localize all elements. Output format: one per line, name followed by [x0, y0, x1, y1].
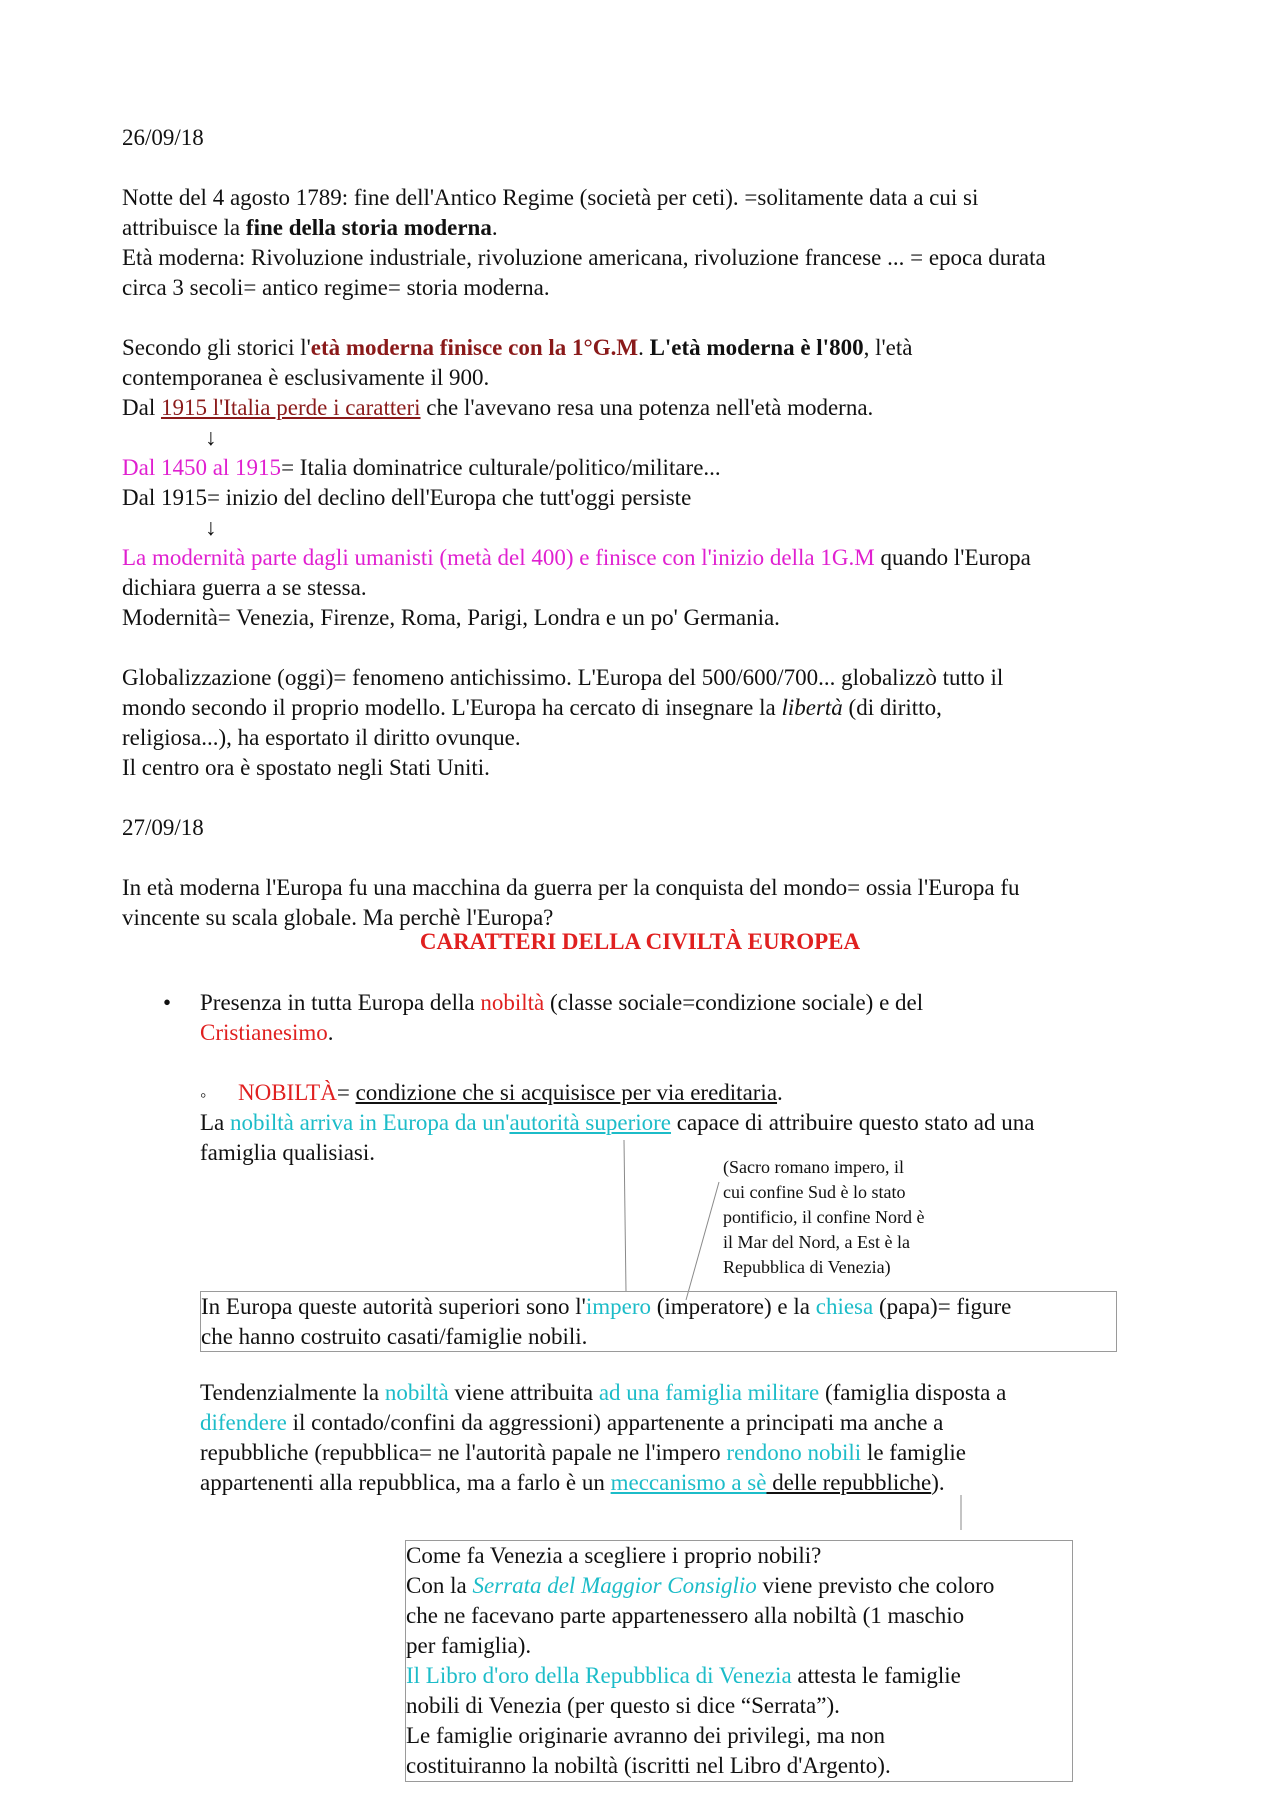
text-line: famiglia qualisiasi.	[200, 1140, 376, 1165]
sub-bullet-text: NOBILTÀ= condizione che si acquisisce per via ereditaria.	[238, 1080, 783, 1105]
down-arrow-icon: ↓	[205, 515, 217, 540]
text-line: circa 3 secoli= antico regime= storia moderna.	[122, 275, 550, 300]
text-line: La modernità parte dagli umanisti (metà del 400) e finisce con l'inizio della 1G.M quando l'Europa	[122, 545, 1031, 570]
box-line: Con la Serrata del Maggior Consiglio viene previsto che coloro	[406, 1573, 995, 1598]
text-line: Tendenzialmente la nobiltà viene attribuita ad una famiglia militare (famiglia disposta a	[200, 1380, 1007, 1405]
text-line: Età moderna: Rivoluzione industriale, rivoluzione americana, rivoluzione francese ... = epoca durata	[122, 245, 1046, 270]
box-line: Il Libro d'oro della Repubblica di Venezia attesta le famiglie	[406, 1663, 961, 1688]
text-line: Il centro ora è spostato negli Stati Uniti.	[122, 755, 490, 780]
text-line: mondo secondo il proprio modello. L'Europa ha cercato di insegnare la libertà (di diritto,	[122, 695, 942, 720]
date-heading: 27/09/18	[122, 815, 204, 840]
text-line: contemporanea è esclusivamente il 900.	[122, 365, 490, 390]
box-line: nobili di Venezia (per questo si dice “Serrata”).	[406, 1693, 840, 1718]
bullet-text: Presenza in tutta Europa della nobiltà (classe sociale=condizione sociale) e del	[200, 990, 924, 1015]
highlight-phrase: età moderna finisce con la 1°G.M	[310, 335, 639, 360]
text-line: Modernità= Venezia, Firenze, Roma, Parigi, Londra e un po' Germania.	[122, 605, 780, 630]
box-line: che ne facevano parte appartenessero alla nobiltà (1 maschio	[406, 1603, 965, 1628]
bullet-icon: •	[163, 990, 172, 1015]
bullet-text: Cristianesimo.	[200, 1020, 334, 1045]
text-line: repubbliche (repubblica= ne l'autorità papale ne l'impero rendono nobili le famiglie	[200, 1440, 966, 1465]
circle-bullet-icon: ◦	[200, 1085, 207, 1105]
text-line: Dal 1915 l'Italia perde i caratteri che l'avevano resa una potenza nell'età moderna.	[122, 395, 874, 420]
text-line: Dal 1915= inizio del declino dell'Europa che tutt'oggi persiste	[122, 485, 692, 510]
text-line: attribuisce la fine della storia moderna.	[122, 215, 498, 240]
box-line: In Europa queste autorità superiori sono l'impero (imperatore) e la chiesa (papa)= figure	[201, 1294, 1012, 1319]
box-line: che hanno costruito casati/famiglie nobili.	[201, 1324, 588, 1349]
text-line: difendere il contado/confini da aggressioni) appartenente a principati ma anche a	[200, 1410, 944, 1435]
text-line: Secondo gli storici l'età moderna finisce con la 1°G.M. L'età moderna è l'800, l'età	[122, 335, 913, 360]
text-line: religiosa...), ha esportato il diritto ovunque.	[122, 725, 521, 750]
text-line: appartenenti alla repubblica, ma a farlo è un meccanismo a sè delle repubbliche).	[200, 1470, 945, 1495]
text-line: Dal 1450 al 1915= Italia dominatrice culturale/politico/militare...	[122, 455, 721, 480]
underlined-phrase: 1915 l'Italia perde i caratteri	[160, 395, 421, 420]
date-heading: 26/09/18	[122, 125, 204, 150]
box-line: Le famiglie originarie avranno dei privilegi, ma non	[406, 1723, 886, 1748]
text-line: In età moderna l'Europa fu una macchina da guerra per la conquista del mondo= ossia l'Europa fu	[122, 875, 1020, 900]
section-heading: CARATTERI DELLA CIVILTÀ EUROPEA	[419, 929, 861, 954]
bold-phrase: fine della storia moderna	[245, 215, 492, 240]
box-line: per famiglia).	[406, 1633, 532, 1658]
text-line: dichiara guerra a se stessa.	[122, 575, 367, 600]
bold-phrase: L'età moderna è l'800	[649, 335, 864, 360]
text-line: Globalizzazione (oggi)= fenomeno antichissimo. L'Europa del 500/600/700... globalizzò tutto il	[122, 665, 1004, 690]
text-line: La nobiltà arriva in Europa da un'autorità superiore capace di attribuire questo stato ad una	[200, 1110, 1035, 1135]
text-line: vincente su scala globale. Ma perchè l'Europa?	[122, 905, 554, 930]
box-line: costituiranno la nobiltà (iscritti nel Libro d'Argento).	[406, 1753, 891, 1778]
down-arrow-icon: ↓	[205, 425, 217, 450]
box-line: Come fa Venezia a scegliere i proprio nobili?	[406, 1543, 822, 1568]
text-line: Notte del 4 agosto 1789: fine dell'Antico Regime (società per ceti). =solitamente data a cui si	[122, 185, 979, 210]
